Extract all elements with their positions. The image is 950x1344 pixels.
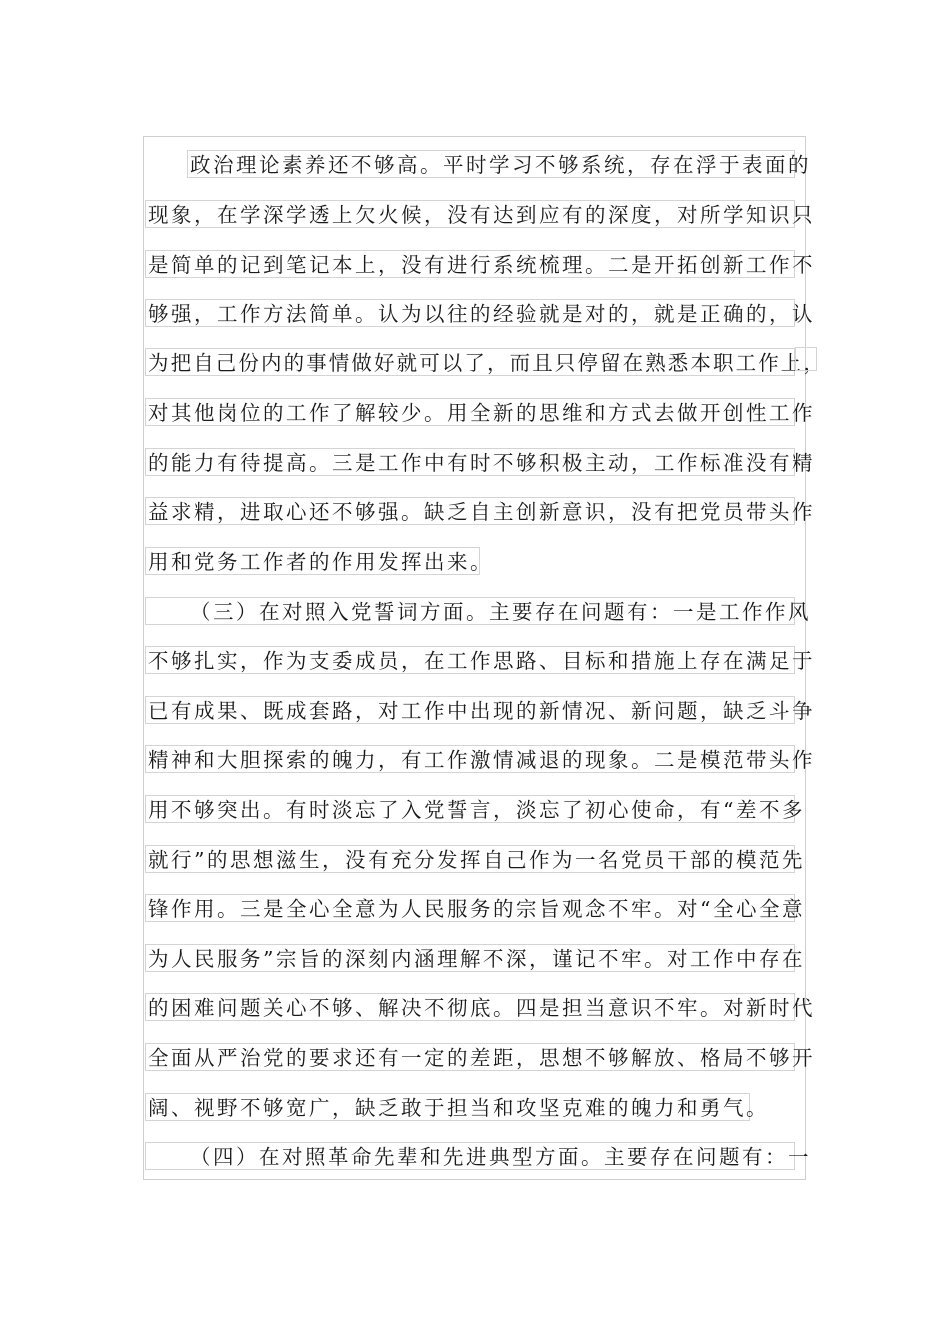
text-line-4: 够强，工作方法简单。认为以往的经验就是对的，就是正确的，认 — [145, 299, 795, 327]
text-line-16: 锋作用。三是全心全意为人民服务的宗旨观念不牢。对“全心全意 — [145, 894, 795, 922]
text-line-19: 全面从严治党的要求还有一定的差距，思想不够解放、格局不够开 — [145, 1043, 795, 1071]
text-line-8: 益求精，进取心还不够强。缺乏自主创新意识，没有把党员带头作 — [145, 497, 795, 525]
text-line-1: 政治理论素养还不够高。平时学习不够系统，存在浮于表面的 — [187, 150, 795, 178]
text-line-17: 为人民服务”宗旨的深刻内涵理解不深，谨记不牢。对工作中存在 — [145, 944, 795, 972]
text-line-14: 用不够突出。有时淡忘了入党誓言，淡忘了初心使命，有“差不多 — [145, 795, 795, 823]
paragraph-4-heading-line: （四）在对照革命先辈和先进典型方面。主要存在问题有：一 — [145, 1142, 795, 1170]
text-line-20: 阔、视野不够宽广，缺乏敢于担当和攻坚克难的魄力和勇气。 — [145, 1093, 750, 1121]
text-line-2: 现象，在学深学透上欠火候，没有达到应有的深度，对所学知识只 — [145, 200, 795, 228]
text-line-13: 精神和大胆探索的魄力，有工作激情减退的现象。二是模范带头作 — [145, 745, 795, 773]
paragraph-3-heading-line: （三）在对照入党誓词方面。主要存在问题有：一是工作作风 — [145, 597, 795, 625]
text-line-12: 已有成果、既成套路，对工作中出现的新情况、新问题，缺乏斗争 — [145, 696, 795, 724]
text-line-5: 为把自己份内的事情做好就可以了，而且只停留在熟悉本职工作上， — [145, 348, 795, 376]
overflow-marker — [795, 347, 817, 371]
text-line-9: 用和党务工作者的作用发挥出来。 — [145, 547, 480, 575]
text-line-3: 是简单的记到笔记本上，没有进行系统梳理。二是开拓创新工作不 — [145, 250, 795, 278]
text-line-6: 对其他岗位的工作了解较少。用全新的思维和方式去做开创性工作 — [145, 398, 795, 426]
text-line-15: 就行”的思想滋生，没有充分发挥自己作为一名党员干部的模范先 — [145, 845, 795, 873]
text-line-18: 的困难问题关心不够、解决不彻底。四是担当意识不牢。对新时代 — [145, 993, 795, 1021]
text-line-7: 的能力有待提高。三是工作中有时不够积极主动，工作标准没有精 — [145, 448, 795, 476]
text-line-11: 不够扎实，作为支委成员，在工作思路、目标和措施上存在满足于 — [145, 646, 795, 674]
